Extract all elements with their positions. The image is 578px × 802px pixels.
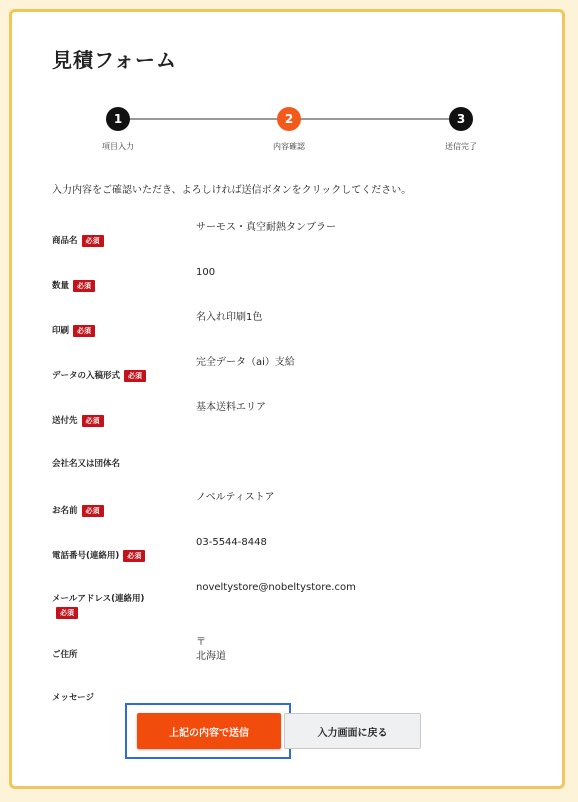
step-2-circle: 2 [277, 107, 301, 131]
field-value: 100 [196, 267, 216, 278]
step-connector [128, 118, 290, 120]
required-badge: 必須 [123, 550, 145, 562]
field-value: 完全データ（ai）支給 [196, 357, 295, 368]
step-2-label: 内容確認 [273, 142, 305, 151]
field-value: 03-5544-8448 [196, 537, 267, 548]
progress-stepper [12, 108, 562, 168]
step-3-label: 送信完了 [445, 142, 477, 151]
step-3-circle: 3 [449, 107, 473, 131]
step-connector [300, 118, 462, 120]
step-1-circle: 1 [106, 107, 130, 131]
field-value: 名入れ印刷1色 [196, 312, 263, 323]
required-badge: 必須 [82, 235, 104, 247]
prefecture: 北海道 [196, 651, 226, 662]
submit-button[interactable]: 上記の内容で送信 [137, 713, 281, 749]
field-label: メッセージ [52, 693, 94, 703]
field-label: データの入稿形式 必須 [52, 369, 146, 382]
confirmation-instructions: 入力内容をご確認いただき、よろしければ送信ボタンをクリックしてください。 [52, 185, 412, 196]
postal-mark: 〒 [196, 637, 206, 648]
field-label: 商品名 必須 [52, 234, 104, 247]
field-label: 送付先 必須 [52, 414, 104, 427]
field-label: 数量 必須 [52, 279, 95, 292]
field-value: 基本送料エリア [196, 402, 266, 413]
required-badge: 必須 [73, 325, 95, 337]
page-title: 見積フォーム [52, 48, 177, 72]
field-label: お名前 必須 [52, 504, 104, 517]
field-label: メールアドレス(連絡用) 必須 [52, 594, 145, 617]
field-label: 電話番号(連絡用) 必須 [52, 549, 145, 562]
field-value: noveltystore@nobeltystore.com [196, 582, 356, 593]
field-value: ノベルティストア [196, 492, 275, 503]
form-card [9, 9, 565, 789]
required-badge: 必須 [82, 505, 104, 517]
required-badge: 必須 [124, 370, 146, 382]
back-to-input-button[interactable]: 入力画面に戻る [284, 713, 421, 749]
field-label: 印刷 必須 [52, 324, 95, 337]
step-1-label: 項目入力 [102, 142, 134, 151]
field-value [196, 636, 226, 664]
field-label: 会社名又は団体名 [52, 459, 121, 469]
field-label: ご住所 [52, 650, 78, 660]
required-badge: 必須 [73, 280, 95, 292]
required-badge: 必須 [82, 415, 104, 427]
field-value: サーモス・真空耐熱タンブラー [196, 222, 336, 233]
required-badge: 必須 [56, 607, 78, 619]
